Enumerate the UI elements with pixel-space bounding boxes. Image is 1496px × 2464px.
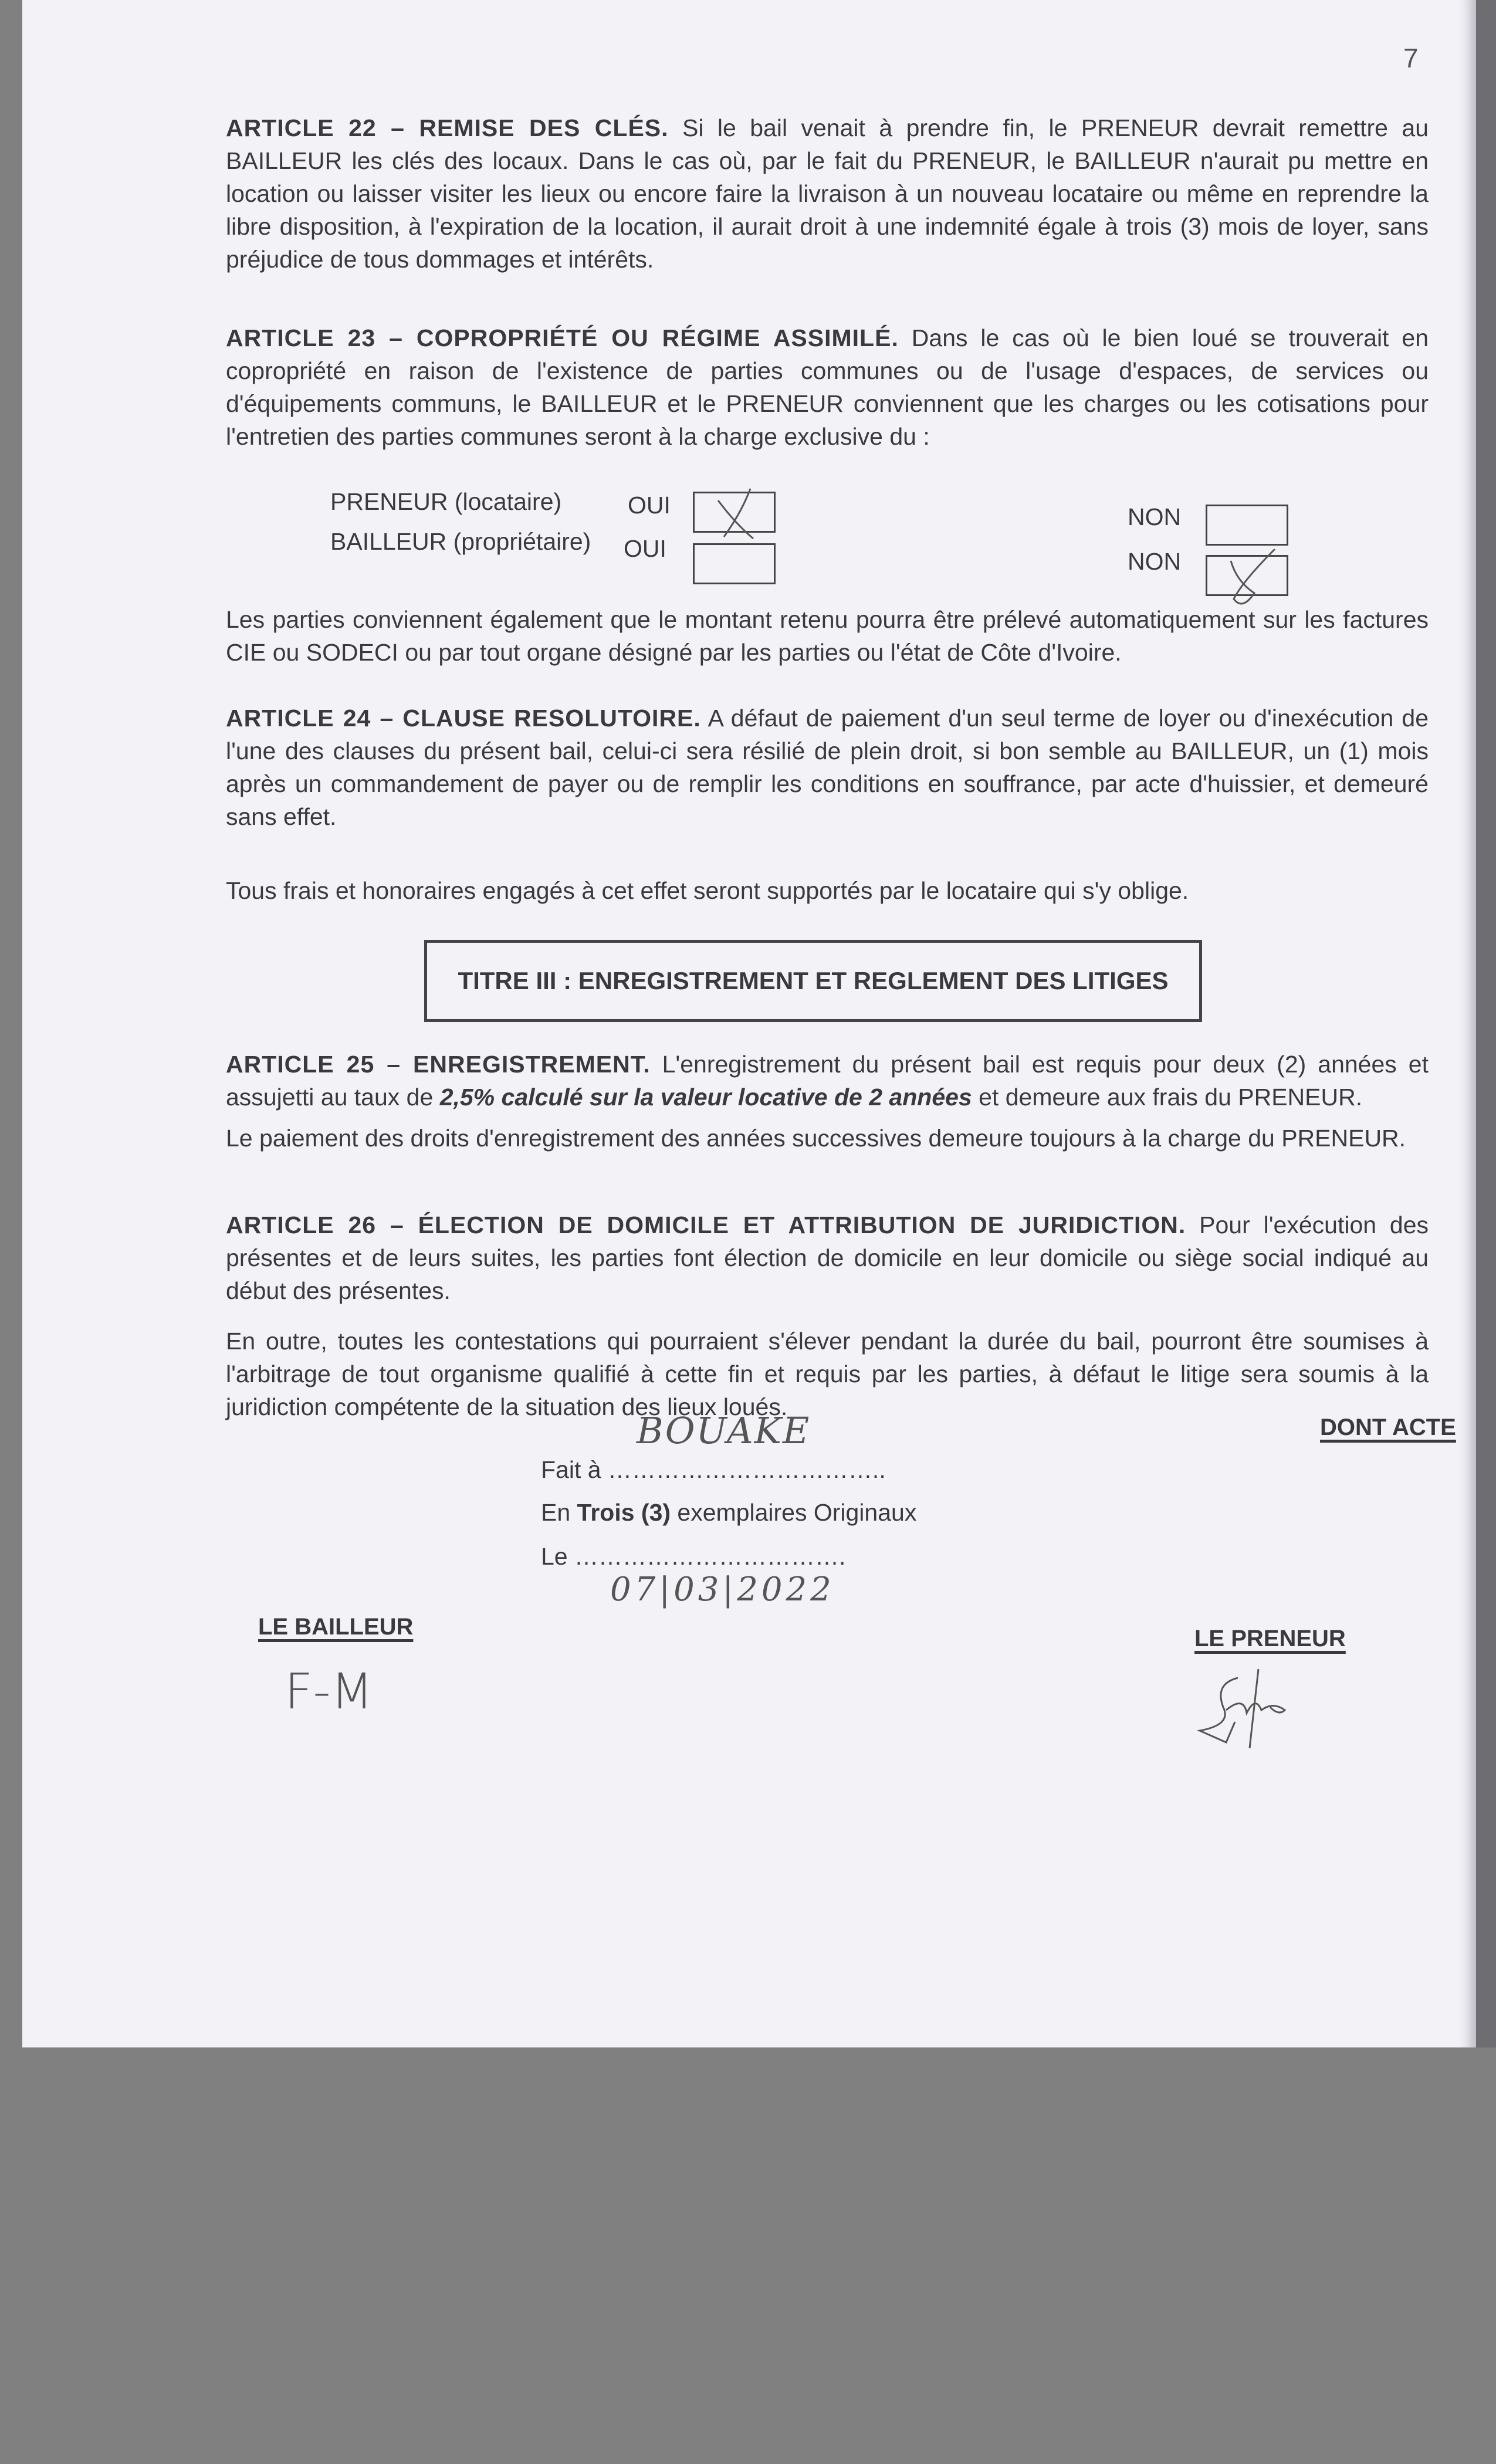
article-24 — [226, 702, 1429, 833]
fait-a-value: BOUAKE — [637, 1409, 811, 1452]
scan-edge — [1476, 0, 1496, 2047]
preneur-label: LE PRENEUR — [1194, 1626, 1346, 1651]
date-value: 07|03|2022 — [610, 1571, 835, 1609]
article-23-paragraph-2: Les parties conviennent également que le montant retenu pourra être prélevé automatiquement sur les factures CIE ou SODECI ou par tout organe désigné par les parties ou l'état de Côte d'Ivoire. — [226, 606, 1429, 666]
bailleur-label: LE BAILLEUR — [258, 1614, 414, 1640]
check-mark-icon — [1207, 546, 1289, 611]
dont-acte-label: DONT ACTE — [1320, 1414, 1456, 1440]
section-title-box: TITRE III : ENREGISTREMENT ET REGLEMENT DES LITIGES — [424, 940, 1202, 1022]
bailleur-non-checkbox[interactable] — [1206, 555, 1288, 596]
option-label: BAILLEUR (propriétaire) — [330, 528, 591, 555]
article-22 — [226, 111, 1429, 276]
article-text: A défaut de paiement d'un seul terme de loyer ou d'inexécution de l'une des clauses du présent bail, celui-ci sera résilié de plein droit, si bon semble au BAILLEUR, un (1) mois après un commandement de payer ou de remplir les conditions en souffrance, par acte d'huissier, et demeuré sans effet. — [226, 705, 1429, 830]
article-text: Si le bail venait à prendre fin, le PRENEUR devrait remettre au BAILLEUR les clés des locaux. Dans le cas où, par le fait du PRENEUR, le BAILLEUR n'aurait pu mettre en location ou laisser visiter les lieux ou encore faire la livraison à un nouveau locataire ou même en reprendre la libre disposition, à l'expiration de la location, il aurait droit à une indemnité égale à trois (3) mois de loyer, sans préjudice de tous dommages et intérêts. — [226, 114, 1429, 273]
article-text: L'enregistrement du présent bail est requis pour deux (2) années et assujetti au taux de — [226, 1051, 1429, 1111]
fait-a-field: Fait à …………………………….. — [541, 1456, 886, 1483]
article-heading: ARTICLE 22 – REMISE DES CLÉS. — [226, 114, 669, 141]
article-24-paragraph-2: Tous frais et honoraires engagés à cet effet seront supportés par le locataire qui s'y oblige. — [226, 877, 1189, 904]
article-26 — [226, 1209, 1429, 1307]
non-label: NON — [1128, 503, 1182, 530]
oui-label: OUI — [628, 492, 671, 519]
article-heading: ARTICLE 24 – CLAUSE RESOLUTOIRE. — [226, 705, 701, 732]
article-26-paragraph-2: En outre, toutes les contestations qui pourraient s'élever pendant la durée du bail, pourront être soumises à l'arbitrage de tout organisme qualifié à cette fin et requis par les parties, à défaut le litige sera soumis à la juridiction compétente de la situation des lieux loués. — [226, 1328, 1429, 1420]
article-emphasis: 2,5% calculé sur la valeur locative de 2 années — [439, 1084, 972, 1111]
check-mark-icon — [695, 483, 777, 541]
article-text: Dans le cas où le bien loué se trouverait en copropriété en raison de l'existence de parties communes ou de l'usage d'espaces, de services ou d'équipements communs, le BAILLEUR et le PRENEUR conviennent que les charges ou les cotisations pour l'entretien des parties communes seront à la charge exclusive du : — [226, 324, 1429, 450]
page-number: 7 — [1403, 43, 1419, 73]
article-heading: ARTICLE 25 – ENREGISTREMENT. — [226, 1051, 651, 1078]
article-heading: ARTICLE 26 – ÉLECTION DE DOMICILE ET ATTRIBUTION DE JURIDICTION. — [226, 1211, 1186, 1238]
article-text: Pour l'exécution des présentes et de leurs suites, les parties font élection de domicile en leur domicile ou siège social indiqué au début des présentes. — [226, 1211, 1429, 1304]
article-25 — [226, 1048, 1429, 1113]
copies-count: Trois (3) — [577, 1499, 671, 1526]
article-25-paragraph-2: Le paiement des droits d'enregistrement des années successives demeure toujours à la charge du PRENEUR. — [226, 1125, 1406, 1152]
preneur-signature — [1191, 1666, 1332, 1754]
preneur-oui-checkbox[interactable] — [693, 492, 776, 533]
oui-label: OUI — [624, 535, 666, 562]
bailleur-signature: F-M — [285, 1663, 374, 1720]
non-label: NON — [1128, 548, 1182, 575]
article-23 — [226, 321, 1429, 453]
preneur-non-checkbox[interactable] — [1206, 505, 1288, 546]
text: exemplaires Originaux — [671, 1499, 917, 1526]
option-label: PRENEUR (locataire) — [330, 488, 562, 515]
exemplaires-line — [541, 1499, 916, 1527]
date-field: Le ……………………………. — [541, 1543, 846, 1570]
bailleur-oui-checkbox[interactable] — [693, 543, 776, 584]
article-heading: ARTICLE 23 – COPROPRIÉTÉ OU RÉGIME ASSIMILÉ. — [226, 324, 899, 351]
article-text: et demeure aux frais du PRENEUR. — [972, 1084, 1363, 1111]
text: En — [541, 1499, 577, 1526]
